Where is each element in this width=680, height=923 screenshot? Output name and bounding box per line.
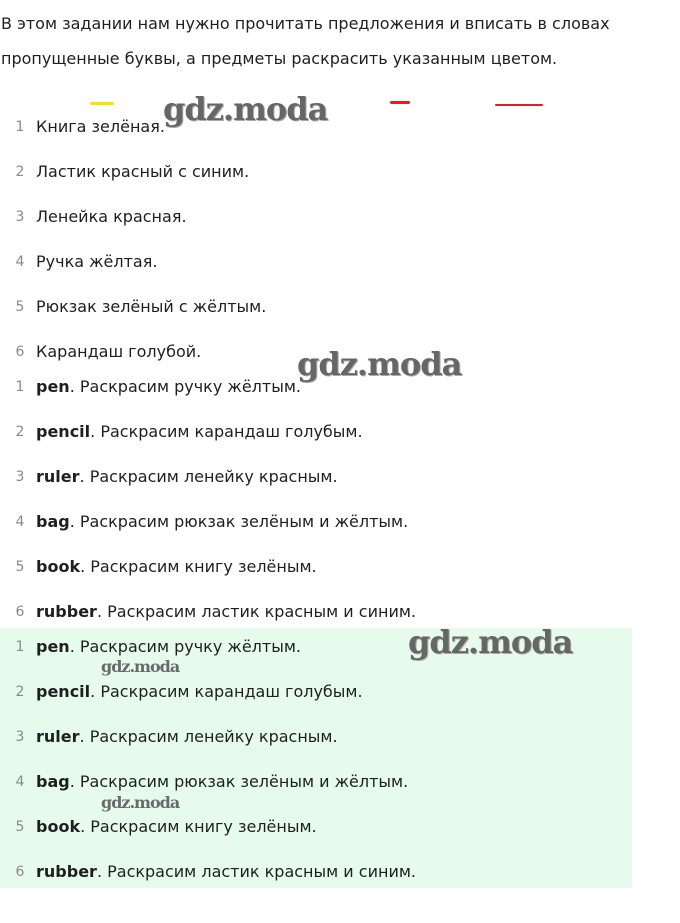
item-number: 3 (15, 209, 25, 225)
watermark: gdz.moda (101, 657, 180, 676)
item-rest: . Раскрасим рюкзак зелёным и жёлтым. (69, 772, 409, 791)
list-item (0, 251, 632, 296)
english-word: ruler (36, 467, 80, 486)
item-text (36, 601, 416, 623)
item-rest: . Раскрасим книгу зелёным. (80, 557, 317, 576)
item-number: 1 (15, 379, 25, 395)
item-number: 4 (15, 514, 25, 530)
item-text (36, 511, 408, 533)
list-item (0, 161, 632, 206)
english-word: rubber (36, 602, 97, 621)
item-number: 2 (15, 424, 25, 440)
item-text (36, 636, 301, 658)
item-rest: . Раскрасим ластик красным и синим. (96, 602, 416, 621)
item-text (36, 556, 317, 578)
item-text (36, 466, 338, 488)
item-text: Карандаш голубой. (36, 342, 202, 361)
item-rest: . Раскрасим ленейку красным. (79, 467, 338, 486)
item-number: 4 (15, 254, 25, 270)
watermark: gdz.moda (101, 793, 180, 812)
list-item (0, 421, 632, 466)
watermark: gdz.moda (408, 623, 573, 661)
item-text (36, 861, 416, 883)
english-word: ruler (36, 727, 80, 746)
item-number: 1 (15, 639, 25, 655)
item-text (36, 816, 317, 838)
watermark: gdz.moda (297, 345, 462, 383)
intro-line-1: В этом задании нам нужно прочитать предложения и вписать в словах (1, 14, 610, 33)
item-number: 2 (15, 164, 25, 180)
item-number: 3 (15, 469, 25, 485)
intro-line-2: пропущенные буквы, а предметы раскрасить указанным цветом. (1, 49, 558, 68)
yellow-mark (90, 102, 114, 105)
item-text (36, 726, 338, 748)
item-text: Ручка жёлтая. (36, 252, 158, 271)
item-rest: . Раскрасим книгу зелёным. (80, 817, 317, 836)
item-rest: . Раскрасим ленейку красным. (79, 727, 338, 746)
list-item (0, 681, 632, 726)
item-rest: . Раскрасим рюкзак зелёным и жёлтым. (69, 512, 409, 531)
list-item (0, 726, 632, 771)
item-rest: . Раскрасим ручку жёлтым. (69, 637, 301, 656)
list-item (0, 296, 632, 341)
list-item (0, 771, 632, 816)
item-text (36, 771, 408, 793)
item-text: Книга зелёная. (36, 117, 165, 136)
item-number: 3 (15, 729, 25, 745)
item-number: 2 (15, 684, 25, 700)
english-word: rubber (36, 862, 97, 881)
english-word: bag (36, 772, 70, 791)
item-rest: . Раскрасим ручку жёлтым. (69, 377, 301, 396)
list-item (0, 861, 632, 906)
item-text: Ленейка красная. (36, 207, 187, 226)
item-number: 6 (15, 864, 25, 880)
item-text (36, 681, 363, 703)
item-rest: . Раскрасим карандаш голубым. (90, 682, 363, 701)
item-text (36, 421, 363, 443)
item-number: 6 (15, 344, 25, 360)
item-number: 6 (15, 604, 25, 620)
item-text: Ластик красный с синим. (36, 162, 250, 181)
list-item (0, 466, 632, 511)
english-word: pen (36, 637, 70, 656)
item-text: Рюкзак зелёный с жёлтым. (36, 297, 267, 316)
item-rest: . Раскрасим карандаш голубым. (90, 422, 363, 441)
list-item (0, 511, 632, 556)
list-item (0, 556, 632, 601)
item-number: 5 (15, 299, 25, 315)
watermark: gdz.moda (163, 90, 328, 128)
item-text (36, 376, 301, 398)
list-item (0, 816, 632, 861)
item-number: 5 (15, 819, 25, 835)
red-line (495, 104, 543, 106)
intro-text (1, 6, 651, 76)
list-item (0, 206, 632, 251)
red-mark (390, 101, 410, 104)
english-word: book (36, 557, 81, 576)
english-word: pencil (36, 422, 91, 441)
english-word: book (36, 817, 81, 836)
english-word: pencil (36, 682, 91, 701)
english-word: bag (36, 512, 70, 531)
english-word: pen (36, 377, 70, 396)
item-rest: . Раскрасим ластик красным и синим. (96, 862, 416, 881)
item-number: 1 (15, 119, 25, 135)
item-number: 4 (15, 774, 25, 790)
item-number: 5 (15, 559, 25, 575)
